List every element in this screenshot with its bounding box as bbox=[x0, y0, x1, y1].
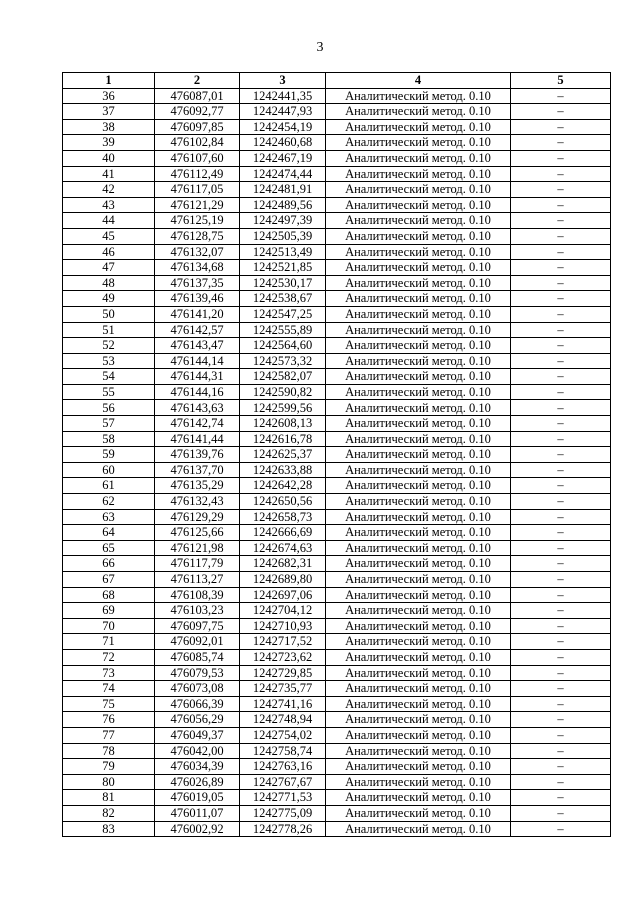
y-coordinate-cell: 1242704,12 bbox=[240, 603, 326, 619]
y-coordinate-cell: 1242642,28 bbox=[240, 478, 326, 494]
method-cell: Аналитический метод. 0.10 bbox=[326, 416, 511, 432]
method-cell: Аналитический метод. 0.10 bbox=[326, 150, 511, 166]
method-cell: Аналитический метод. 0.10 bbox=[326, 135, 511, 151]
method-cell: Аналитический метод. 0.10 bbox=[326, 540, 511, 556]
table-row bbox=[63, 759, 611, 775]
y-coordinate-cell: 1242599,56 bbox=[240, 400, 326, 416]
table-row bbox=[63, 509, 611, 525]
y-coordinate-cell: 1242447,93 bbox=[240, 104, 326, 120]
table-row bbox=[63, 634, 611, 650]
table-row bbox=[63, 478, 611, 494]
y-coordinate-cell: 1242521,85 bbox=[240, 260, 326, 276]
note-cell: – bbox=[511, 712, 611, 728]
point-number-cell: 64 bbox=[63, 525, 155, 541]
point-number-cell: 38 bbox=[63, 119, 155, 135]
method-cell: Аналитический метод. 0.10 bbox=[326, 384, 511, 400]
column-header-2: 2 bbox=[155, 73, 240, 89]
point-number-cell: 78 bbox=[63, 743, 155, 759]
note-cell: – bbox=[511, 618, 611, 634]
method-cell: Аналитический метод. 0.10 bbox=[326, 431, 511, 447]
x-coordinate-cell: 476137,70 bbox=[155, 462, 240, 478]
note-cell: – bbox=[511, 150, 611, 166]
y-coordinate-cell: 1242748,94 bbox=[240, 712, 326, 728]
y-coordinate-cell: 1242710,93 bbox=[240, 618, 326, 634]
point-number-cell: 59 bbox=[63, 447, 155, 463]
table-row bbox=[63, 805, 611, 821]
point-number-cell: 82 bbox=[63, 805, 155, 821]
note-cell: – bbox=[511, 525, 611, 541]
method-cell: Аналитический метод. 0.10 bbox=[326, 790, 511, 806]
point-number-cell: 44 bbox=[63, 213, 155, 229]
x-coordinate-cell: 476097,75 bbox=[155, 618, 240, 634]
method-cell: Аналитический метод. 0.10 bbox=[326, 182, 511, 198]
table-row bbox=[63, 665, 611, 681]
method-cell: Аналитический метод. 0.10 bbox=[326, 665, 511, 681]
point-number-cell: 39 bbox=[63, 135, 155, 151]
point-number-cell: 49 bbox=[63, 291, 155, 307]
note-cell: – bbox=[511, 353, 611, 369]
y-coordinate-cell: 1242666,69 bbox=[240, 525, 326, 541]
point-number-cell: 73 bbox=[63, 665, 155, 681]
table-row bbox=[63, 384, 611, 400]
point-number-cell: 61 bbox=[63, 478, 155, 494]
table-header-row bbox=[63, 73, 611, 89]
note-cell: – bbox=[511, 540, 611, 556]
x-coordinate-cell: 476113,27 bbox=[155, 572, 240, 588]
y-coordinate-cell: 1242590,82 bbox=[240, 384, 326, 400]
note-cell: – bbox=[511, 322, 611, 338]
x-coordinate-cell: 476117,05 bbox=[155, 182, 240, 198]
note-cell: – bbox=[511, 462, 611, 478]
y-coordinate-cell: 1242650,56 bbox=[240, 494, 326, 510]
table-row bbox=[63, 618, 611, 634]
table-row bbox=[63, 338, 611, 354]
point-number-cell: 56 bbox=[63, 400, 155, 416]
point-number-cell: 48 bbox=[63, 275, 155, 291]
x-coordinate-cell: 476056,29 bbox=[155, 712, 240, 728]
point-number-cell: 53 bbox=[63, 353, 155, 369]
x-coordinate-cell: 476112,49 bbox=[155, 166, 240, 182]
note-cell: – bbox=[511, 135, 611, 151]
method-cell: Аналитический метод. 0.10 bbox=[326, 556, 511, 572]
table-row bbox=[63, 400, 611, 416]
point-number-cell: 51 bbox=[63, 322, 155, 338]
y-coordinate-cell: 1242633,88 bbox=[240, 462, 326, 478]
x-coordinate-cell: 476134,68 bbox=[155, 260, 240, 276]
y-coordinate-cell: 1242474,44 bbox=[240, 166, 326, 182]
point-number-cell: 66 bbox=[63, 556, 155, 572]
y-coordinate-cell: 1242497,39 bbox=[240, 213, 326, 229]
note-cell: – bbox=[511, 104, 611, 120]
x-coordinate-cell: 476144,31 bbox=[155, 369, 240, 385]
y-coordinate-cell: 1242608,13 bbox=[240, 416, 326, 432]
x-coordinate-cell: 476142,57 bbox=[155, 322, 240, 338]
note-cell: – bbox=[511, 213, 611, 229]
x-coordinate-cell: 476049,37 bbox=[155, 727, 240, 743]
note-cell: – bbox=[511, 727, 611, 743]
note-cell: – bbox=[511, 369, 611, 385]
point-number-cell: 43 bbox=[63, 197, 155, 213]
table-row bbox=[63, 260, 611, 276]
column-header-4: 4 bbox=[326, 73, 511, 89]
x-coordinate-cell: 476066,39 bbox=[155, 696, 240, 712]
note-cell: – bbox=[511, 759, 611, 775]
note-cell: – bbox=[511, 681, 611, 697]
x-coordinate-cell: 476121,98 bbox=[155, 540, 240, 556]
method-cell: Аналитический метод. 0.10 bbox=[326, 166, 511, 182]
y-coordinate-cell: 1242530,17 bbox=[240, 275, 326, 291]
y-coordinate-cell: 1242758,74 bbox=[240, 743, 326, 759]
y-coordinate-cell: 1242682,31 bbox=[240, 556, 326, 572]
note-cell: – bbox=[511, 774, 611, 790]
y-coordinate-cell: 1242763,16 bbox=[240, 759, 326, 775]
point-number-cell: 68 bbox=[63, 587, 155, 603]
method-cell: Аналитический метод. 0.10 bbox=[326, 727, 511, 743]
page-number: 3 bbox=[316, 40, 324, 55]
point-number-cell: 63 bbox=[63, 509, 155, 525]
method-cell: Аналитический метод. 0.10 bbox=[326, 213, 511, 229]
x-coordinate-cell: 476087,01 bbox=[155, 88, 240, 104]
x-coordinate-cell: 476132,07 bbox=[155, 244, 240, 260]
y-coordinate-cell: 1242674,63 bbox=[240, 540, 326, 556]
y-coordinate-cell: 1242723,62 bbox=[240, 649, 326, 665]
method-cell: Аналитический метод. 0.10 bbox=[326, 821, 511, 837]
point-number-cell: 77 bbox=[63, 727, 155, 743]
x-coordinate-cell: 476073,08 bbox=[155, 681, 240, 697]
method-cell: Аналитический метод. 0.10 bbox=[326, 634, 511, 650]
y-coordinate-cell: 1242454,19 bbox=[240, 119, 326, 135]
method-cell: Аналитический метод. 0.10 bbox=[326, 228, 511, 244]
table-row bbox=[63, 681, 611, 697]
note-cell: – bbox=[511, 166, 611, 182]
note-cell: – bbox=[511, 88, 611, 104]
x-coordinate-cell: 476141,44 bbox=[155, 431, 240, 447]
y-coordinate-cell: 1242555,89 bbox=[240, 322, 326, 338]
table-row bbox=[63, 712, 611, 728]
table-row bbox=[63, 572, 611, 588]
method-cell: Аналитический метод. 0.10 bbox=[326, 696, 511, 712]
note-cell: – bbox=[511, 400, 611, 416]
x-coordinate-cell: 476079,53 bbox=[155, 665, 240, 681]
table-row bbox=[63, 182, 611, 198]
y-coordinate-cell: 1242481,91 bbox=[240, 182, 326, 198]
note-cell: – bbox=[511, 821, 611, 837]
table-row bbox=[63, 291, 611, 307]
table-row bbox=[63, 821, 611, 837]
table-row bbox=[63, 135, 611, 151]
method-cell: Аналитический метод. 0.10 bbox=[326, 478, 511, 494]
method-cell: Аналитический метод. 0.10 bbox=[326, 649, 511, 665]
x-coordinate-cell: 476144,16 bbox=[155, 384, 240, 400]
point-number-cell: 67 bbox=[63, 572, 155, 588]
point-number-cell: 50 bbox=[63, 306, 155, 322]
y-coordinate-cell: 1242778,26 bbox=[240, 821, 326, 837]
column-header-5: 5 bbox=[511, 73, 611, 89]
x-coordinate-cell: 476141,20 bbox=[155, 306, 240, 322]
x-coordinate-cell: 476103,23 bbox=[155, 603, 240, 619]
x-coordinate-cell: 476042,00 bbox=[155, 743, 240, 759]
table-row bbox=[63, 462, 611, 478]
note-cell: – bbox=[511, 260, 611, 276]
note-cell: – bbox=[511, 805, 611, 821]
point-number-cell: 74 bbox=[63, 681, 155, 697]
note-cell: – bbox=[511, 447, 611, 463]
note-cell: – bbox=[511, 587, 611, 603]
x-coordinate-cell: 476034,39 bbox=[155, 759, 240, 775]
x-coordinate-cell: 476144,14 bbox=[155, 353, 240, 369]
x-coordinate-cell: 476143,47 bbox=[155, 338, 240, 354]
x-coordinate-cell: 476102,84 bbox=[155, 135, 240, 151]
note-cell: – bbox=[511, 649, 611, 665]
note-cell: – bbox=[511, 228, 611, 244]
note-cell: – bbox=[511, 509, 611, 525]
y-coordinate-cell: 1242735,77 bbox=[240, 681, 326, 697]
x-coordinate-cell: 476092,77 bbox=[155, 104, 240, 120]
table-row bbox=[63, 447, 611, 463]
table-row bbox=[63, 166, 611, 182]
y-coordinate-cell: 1242658,73 bbox=[240, 509, 326, 525]
point-number-cell: 65 bbox=[63, 540, 155, 556]
method-cell: Аналитический метод. 0.10 bbox=[326, 712, 511, 728]
x-coordinate-cell: 476011,07 bbox=[155, 805, 240, 821]
point-number-cell: 45 bbox=[63, 228, 155, 244]
note-cell: – bbox=[511, 119, 611, 135]
point-number-cell: 75 bbox=[63, 696, 155, 712]
method-cell: Аналитический метод. 0.10 bbox=[326, 509, 511, 525]
x-coordinate-cell: 476137,35 bbox=[155, 275, 240, 291]
method-cell: Аналитический метод. 0.10 bbox=[326, 618, 511, 634]
table-row bbox=[63, 213, 611, 229]
table-row bbox=[63, 525, 611, 541]
y-coordinate-cell: 1242582,07 bbox=[240, 369, 326, 385]
y-coordinate-cell: 1242697,06 bbox=[240, 587, 326, 603]
y-coordinate-cell: 1242547,25 bbox=[240, 306, 326, 322]
point-number-cell: 57 bbox=[63, 416, 155, 432]
method-cell: Аналитический метод. 0.10 bbox=[326, 338, 511, 354]
note-cell: – bbox=[511, 634, 611, 650]
x-coordinate-cell: 476142,74 bbox=[155, 416, 240, 432]
method-cell: Аналитический метод. 0.10 bbox=[326, 244, 511, 260]
y-coordinate-cell: 1242754,02 bbox=[240, 727, 326, 743]
method-cell: Аналитический метод. 0.10 bbox=[326, 260, 511, 276]
y-coordinate-cell: 1242573,32 bbox=[240, 353, 326, 369]
point-number-cell: 46 bbox=[63, 244, 155, 260]
method-cell: Аналитический метод. 0.10 bbox=[326, 306, 511, 322]
x-coordinate-cell: 476128,75 bbox=[155, 228, 240, 244]
method-cell: Аналитический метод. 0.10 bbox=[326, 119, 511, 135]
method-cell: Аналитический метод. 0.10 bbox=[326, 494, 511, 510]
table-row bbox=[63, 197, 611, 213]
table-row bbox=[63, 603, 611, 619]
method-cell: Аналитический метод. 0.10 bbox=[326, 104, 511, 120]
table-row bbox=[63, 275, 611, 291]
table-row bbox=[63, 431, 611, 447]
note-cell: – bbox=[511, 743, 611, 759]
column-header-3: 3 bbox=[240, 73, 326, 89]
table-row bbox=[63, 306, 611, 322]
table-row bbox=[63, 743, 611, 759]
table-row bbox=[63, 774, 611, 790]
x-coordinate-cell: 476139,46 bbox=[155, 291, 240, 307]
note-cell: – bbox=[511, 275, 611, 291]
column-header-1: 1 bbox=[63, 73, 155, 89]
y-coordinate-cell: 1242505,39 bbox=[240, 228, 326, 244]
note-cell: – bbox=[511, 572, 611, 588]
point-number-cell: 42 bbox=[63, 182, 155, 198]
x-coordinate-cell: 476143,63 bbox=[155, 400, 240, 416]
table-row bbox=[63, 416, 611, 432]
point-number-cell: 81 bbox=[63, 790, 155, 806]
x-coordinate-cell: 476019,05 bbox=[155, 790, 240, 806]
method-cell: Аналитический метод. 0.10 bbox=[326, 759, 511, 775]
x-coordinate-cell: 476117,79 bbox=[155, 556, 240, 572]
table-row bbox=[63, 587, 611, 603]
table-row bbox=[63, 696, 611, 712]
table-row bbox=[63, 244, 611, 260]
table-row bbox=[63, 494, 611, 510]
method-cell: Аналитический метод. 0.10 bbox=[326, 681, 511, 697]
method-cell: Аналитический метод. 0.10 bbox=[326, 525, 511, 541]
point-number-cell: 52 bbox=[63, 338, 155, 354]
note-cell: – bbox=[511, 431, 611, 447]
note-cell: – bbox=[511, 494, 611, 510]
coordinates-table bbox=[62, 72, 611, 837]
table-row bbox=[63, 369, 611, 385]
method-cell: Аналитический метод. 0.10 bbox=[326, 572, 511, 588]
table-row bbox=[63, 727, 611, 743]
note-cell: – bbox=[511, 665, 611, 681]
table-row bbox=[63, 353, 611, 369]
y-coordinate-cell: 1242771,53 bbox=[240, 790, 326, 806]
table-row bbox=[63, 228, 611, 244]
y-coordinate-cell: 1242717,52 bbox=[240, 634, 326, 650]
note-cell: – bbox=[511, 197, 611, 213]
y-coordinate-cell: 1242775,09 bbox=[240, 805, 326, 821]
y-coordinate-cell: 1242689,80 bbox=[240, 572, 326, 588]
note-cell: – bbox=[511, 244, 611, 260]
point-number-cell: 60 bbox=[63, 462, 155, 478]
point-number-cell: 37 bbox=[63, 104, 155, 120]
note-cell: – bbox=[511, 556, 611, 572]
table-row bbox=[63, 104, 611, 120]
method-cell: Аналитический метод. 0.10 bbox=[326, 603, 511, 619]
point-number-cell: 58 bbox=[63, 431, 155, 447]
point-number-cell: 72 bbox=[63, 649, 155, 665]
note-cell: – bbox=[511, 603, 611, 619]
y-coordinate-cell: 1242460,68 bbox=[240, 135, 326, 151]
note-cell: – bbox=[511, 291, 611, 307]
y-coordinate-cell: 1242441,35 bbox=[240, 88, 326, 104]
note-cell: – bbox=[511, 182, 611, 198]
method-cell: Аналитический метод. 0.10 bbox=[326, 88, 511, 104]
method-cell: Аналитический метод. 0.10 bbox=[326, 322, 511, 338]
table-row bbox=[63, 322, 611, 338]
x-coordinate-cell: 476085,74 bbox=[155, 649, 240, 665]
table-row bbox=[63, 540, 611, 556]
x-coordinate-cell: 476125,66 bbox=[155, 525, 240, 541]
table-body bbox=[63, 88, 611, 837]
table-row bbox=[63, 88, 611, 104]
method-cell: Аналитический метод. 0.10 bbox=[326, 587, 511, 603]
point-number-cell: 80 bbox=[63, 774, 155, 790]
table-row bbox=[63, 556, 611, 572]
point-number-cell: 36 bbox=[63, 88, 155, 104]
table-row bbox=[63, 150, 611, 166]
table-row bbox=[63, 790, 611, 806]
method-cell: Аналитический метод. 0.10 bbox=[326, 805, 511, 821]
x-coordinate-cell: 476097,85 bbox=[155, 119, 240, 135]
point-number-cell: 83 bbox=[63, 821, 155, 837]
y-coordinate-cell: 1242729,85 bbox=[240, 665, 326, 681]
note-cell: – bbox=[511, 696, 611, 712]
x-coordinate-cell: 476002,92 bbox=[155, 821, 240, 837]
note-cell: – bbox=[511, 416, 611, 432]
y-coordinate-cell: 1242616,78 bbox=[240, 431, 326, 447]
x-coordinate-cell: 476121,29 bbox=[155, 197, 240, 213]
point-number-cell: 47 bbox=[63, 260, 155, 276]
x-coordinate-cell: 476125,19 bbox=[155, 213, 240, 229]
note-cell: – bbox=[511, 790, 611, 806]
note-cell: – bbox=[511, 306, 611, 322]
method-cell: Аналитический метод. 0.10 bbox=[326, 743, 511, 759]
method-cell: Аналитический метод. 0.10 bbox=[326, 353, 511, 369]
x-coordinate-cell: 476092,01 bbox=[155, 634, 240, 650]
y-coordinate-cell: 1242467,19 bbox=[240, 150, 326, 166]
point-number-cell: 54 bbox=[63, 369, 155, 385]
x-coordinate-cell: 476139,76 bbox=[155, 447, 240, 463]
method-cell: Аналитический метод. 0.10 bbox=[326, 462, 511, 478]
method-cell: Аналитический метод. 0.10 bbox=[326, 400, 511, 416]
point-number-cell: 40 bbox=[63, 150, 155, 166]
point-number-cell: 55 bbox=[63, 384, 155, 400]
point-number-cell: 79 bbox=[63, 759, 155, 775]
x-coordinate-cell: 476107,60 bbox=[155, 150, 240, 166]
x-coordinate-cell: 476129,29 bbox=[155, 509, 240, 525]
y-coordinate-cell: 1242741,16 bbox=[240, 696, 326, 712]
y-coordinate-cell: 1242538,67 bbox=[240, 291, 326, 307]
point-number-cell: 69 bbox=[63, 603, 155, 619]
point-number-cell: 71 bbox=[63, 634, 155, 650]
note-cell: – bbox=[511, 384, 611, 400]
method-cell: Аналитический метод. 0.10 bbox=[326, 197, 511, 213]
x-coordinate-cell: 476132,43 bbox=[155, 494, 240, 510]
note-cell: – bbox=[511, 478, 611, 494]
y-coordinate-cell: 1242489,56 bbox=[240, 197, 326, 213]
method-cell: Аналитический метод. 0.10 bbox=[326, 275, 511, 291]
y-coordinate-cell: 1242767,67 bbox=[240, 774, 326, 790]
y-coordinate-cell: 1242513,49 bbox=[240, 244, 326, 260]
table-row bbox=[63, 649, 611, 665]
method-cell: Аналитический метод. 0.10 bbox=[326, 774, 511, 790]
x-coordinate-cell: 476135,29 bbox=[155, 478, 240, 494]
method-cell: Аналитический метод. 0.10 bbox=[326, 447, 511, 463]
y-coordinate-cell: 1242625,37 bbox=[240, 447, 326, 463]
x-coordinate-cell: 476026,89 bbox=[155, 774, 240, 790]
method-cell: Аналитический метод. 0.10 bbox=[326, 291, 511, 307]
x-coordinate-cell: 476108,39 bbox=[155, 587, 240, 603]
point-number-cell: 70 bbox=[63, 618, 155, 634]
point-number-cell: 41 bbox=[63, 166, 155, 182]
method-cell: Аналитический метод. 0.10 bbox=[326, 369, 511, 385]
point-number-cell: 76 bbox=[63, 712, 155, 728]
note-cell: – bbox=[511, 338, 611, 354]
table-row bbox=[63, 119, 611, 135]
point-number-cell: 62 bbox=[63, 494, 155, 510]
y-coordinate-cell: 1242564,60 bbox=[240, 338, 326, 354]
